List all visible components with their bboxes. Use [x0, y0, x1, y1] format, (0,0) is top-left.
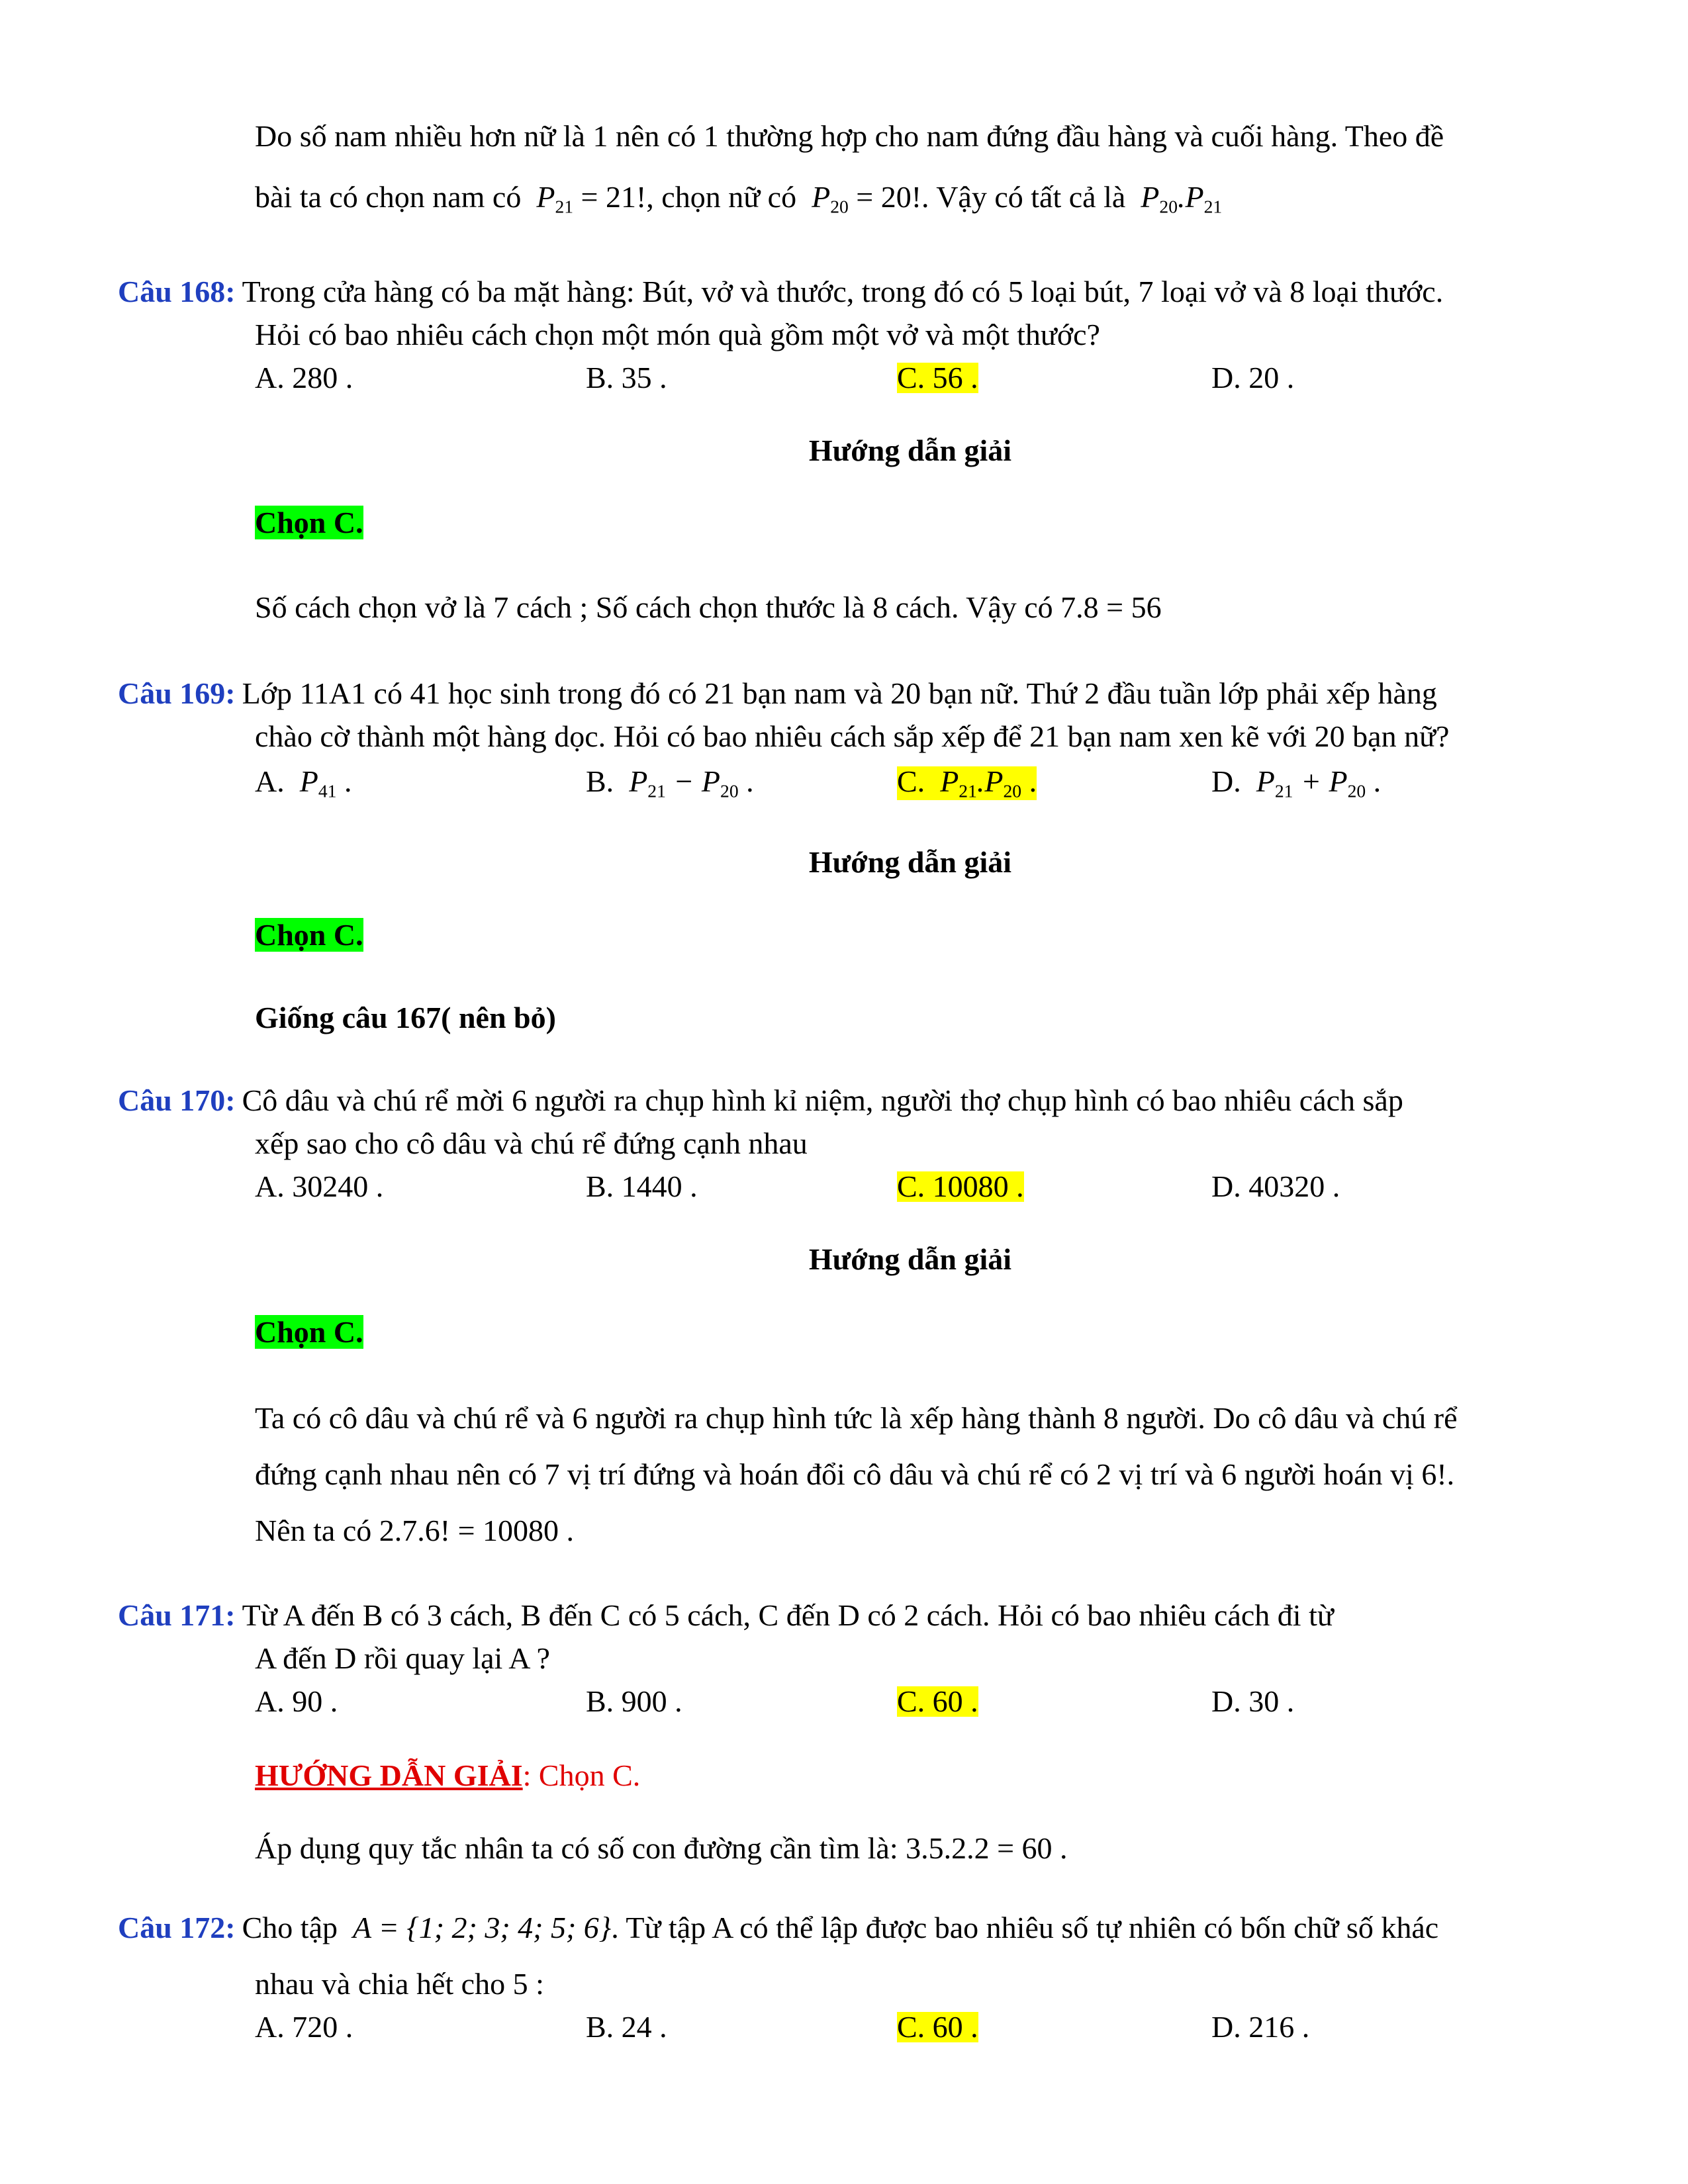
q171-label: Câu 171: [118, 1598, 236, 1632]
p20-p21-product: $P_{20}.P_{21}$ [1133, 180, 1223, 217]
q168-option-a: A. 280 . [255, 361, 353, 394]
intro-text-c: = 20!. Vậy có tất cả là [848, 180, 1126, 214]
q170-option-b: B. 1440 . [586, 1169, 698, 1203]
q169-text-1: Lớp 11A1 có 41 học sinh trong đó có 21 bạn nam và 20 bạn nữ. Thứ 2 đầu tuần lớp phải xếp hàng [242, 676, 1437, 710]
q168-guide-heading: Hướng dẫn giải [808, 433, 1012, 467]
q171-option-a: A. 90 . [255, 1684, 338, 1718]
q170-option-c: C. 10080 . [897, 1169, 1024, 1203]
q171-option-b: B. 900 . [586, 1684, 682, 1718]
q171-option-d: D. 30 . [1211, 1684, 1295, 1718]
q172-set: A = {1; 2; 3; 4; 5; 6} [353, 1911, 612, 1944]
intro-line-1: Do số nam nhiều hơn nữ là 1 nên có 1 thường hợp cho nam đứng đầu hàng và cuối hàng. Theo đề [255, 119, 1444, 153]
q170-option-d: D. 40320 . [1211, 1169, 1340, 1203]
q170-guide-heading: Hướng dẫn giải [808, 1242, 1012, 1276]
q170-option-a: A. 30240 . [255, 1169, 384, 1203]
q168-label: Câu 168: [118, 275, 236, 308]
q170-solution-1: Ta có cô dâu và chú rể và 6 người ra chụp hình tức là xếp hàng thành 8 người. Do cô dâu và chú rể [255, 1401, 1458, 1435]
q171-guide-heading: HƯỚNG DẪN GIẢI: Chọn C. [255, 1758, 641, 1792]
q168-solution: Số cách chọn vở là 7 cách ; Số cách chọn thước là 8 cách. Vậy có 7.8 = 56 [255, 590, 1162, 624]
q170-choice: Chọn C. [255, 1315, 363, 1349]
q172-text-2: nhau và chia hết cho 5 : [255, 1967, 544, 2001]
q171-option-c: C. 60 . [897, 1684, 978, 1718]
q168-option-b: B. 35 . [586, 361, 667, 394]
q172-label: Câu 172: [118, 1911, 236, 1944]
q172-text-1b: . Từ tập A có thể lập được bao nhiêu số tự nhiên có bốn chữ số khác [611, 1911, 1439, 1944]
intro-text-b: = 21!, chọn nữ có [573, 180, 797, 214]
q169-option-a: A. $P_{41}$ . [255, 764, 352, 801]
intro-line-2 [255, 182, 1222, 216]
q168-text-1: Trong cửa hàng có ba mặt hàng: Bút, vở và thước, trong đó có 5 loại bút, 7 loại vở và 8 loại thước. [242, 275, 1444, 308]
q172-option-a: A. 720 . [255, 2010, 353, 2044]
q169-option-c: C. $P_{21}.P_{20}$ . [897, 764, 1037, 801]
q171-text-2: A đến D rồi quay lại A ? [255, 1641, 550, 1675]
q168-text-2: Hỏi có bao nhiêu cách chọn một món quà gồm một vở và một thước? [255, 318, 1100, 351]
q170-label: Câu 170: [118, 1083, 236, 1117]
q171-text-1: Từ A đến B có 3 cách, B đến C có 5 cách, C đến D có 2 cách. Hỏi có bao nhiêu cách đi từ [242, 1598, 1334, 1632]
q169-guide-heading: Hướng dẫn giải [808, 845, 1012, 879]
q169-option-d: D. $P_{21} + P_{20}$ . [1211, 764, 1382, 801]
q172-option-b: B. 24 . [586, 2010, 667, 2044]
q172-text-1a: Cho tập [242, 1911, 338, 1944]
q168-line-1 [118, 277, 1443, 307]
p20-symbol: $P_{20}$ [804, 180, 849, 217]
q169-label: Câu 169: [118, 676, 236, 710]
q169-option-b: B. $P_{21} - P_{20}$ . [586, 764, 754, 801]
q168-choice: Chọn C. [255, 506, 363, 539]
q169-note: Giống câu 167( nên bỏ) [255, 1001, 556, 1034]
q169-line-1 [118, 678, 1437, 709]
q168-option-c: C. 56 . [897, 361, 978, 394]
q170-text-2: xếp sao cho cô dâu và chú rể đứng cạnh nhau [255, 1126, 808, 1160]
q170-text-1: Cô dâu và chú rể mời 6 người ra chụp hình kỉ niệm, người thợ chụp hình có bao nhiêu cách sắp [242, 1083, 1403, 1117]
q172-option-d: D. 216 . [1211, 2010, 1310, 2044]
q171-solution: Áp dụng quy tắc nhân ta có số con đường cần tìm là: 3.5.2.2 = 60 . [255, 1831, 1068, 1865]
q170-solution-2: đứng cạnh nhau nên có 7 vị trí đứng và hoán đổi cô dâu và chú rể có 2 vị trí và 6 người hoán vị 6!. [255, 1457, 1455, 1491]
q169-choice: Chọn C. [255, 918, 363, 952]
q172-option-c: C. 60 . [897, 2010, 978, 2044]
q170-solution-3: Nên ta có 2.7.6! = 10080 . [255, 1514, 575, 1547]
p21-symbol: $P_{21}$ [528, 180, 574, 217]
q172-line-1 [118, 1913, 1438, 1943]
q170-line-1 [118, 1085, 1403, 1116]
intro-text-a: bài ta có chọn nam có [255, 180, 522, 214]
q169-text-2: chào cờ thành một hàng dọc. Hỏi có bao nhiêu cách sắp xếp để 21 bạn nam xen kẽ với 20 bạn nữ? [255, 719, 1450, 753]
q168-option-d: D. 20 . [1211, 361, 1295, 394]
q171-line-1 [118, 1600, 1334, 1631]
